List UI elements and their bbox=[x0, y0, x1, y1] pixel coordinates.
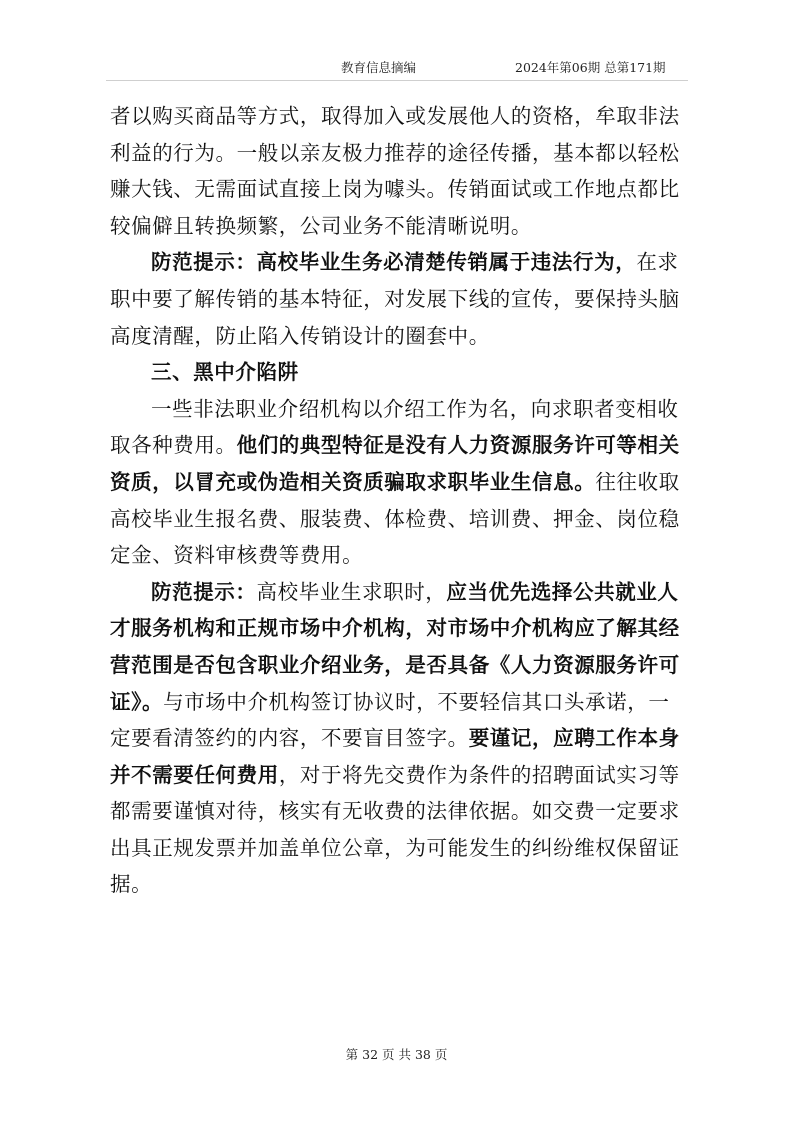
section-title bbox=[110, 354, 682, 391]
page-header bbox=[0, 58, 793, 78]
paragraph-agency-tip bbox=[110, 574, 682, 903]
paragraph-text: 一些非法职业介绍机构以介绍工作为名，向求职者变相收取各种费用。 bbox=[110, 396, 679, 458]
paragraph-text: 高校毕业生求职时， bbox=[256, 579, 447, 604]
bold-emphasis-text: 他们的典型特征是没有人力资源服务许可等相关资质，以冒充或伪造相关资质骗取求职毕业生信息。 bbox=[110, 433, 680, 494]
paragraph-text: 往往收取高校毕业生报名费、服装费、体检费、培训费、押金、岗位稳定金、资料审核费等费用。 bbox=[110, 469, 680, 568]
publication-name: 教育信息摘编 bbox=[341, 60, 417, 75]
paragraph-mlm-tip bbox=[110, 244, 682, 354]
bold-emphasis-text: 应当优先选择公共就业人才服务机构和正规市场中介机构，对市场中介机构应了解其经营范围是否包含职业介绍业务，是否具备《人力资源服务许可证》。 bbox=[110, 579, 680, 714]
issue-number: 2024年第06期 总第171期 bbox=[515, 60, 666, 75]
bold-tip-label: 防范提示： bbox=[151, 579, 257, 604]
paragraph-text: 在求职中要了解传销的基本特征，对发展下线的宣传，要保持头脑高度清醒，防止陷入传销设计的圈套中。 bbox=[110, 250, 680, 348]
section-heading: 三、黑中介陷阱 bbox=[151, 360, 299, 385]
page-number: 第 32 页 共 38 页 bbox=[345, 1047, 448, 1062]
paragraph-agency-description bbox=[110, 391, 682, 574]
header-divider bbox=[106, 80, 688, 81]
paragraph-text: ，对于将先交费作为条件的招聘面试实习等都需要谨慎对待，核实有无收费的法律依据。如交费一定要求出具正规发票并加盖单位公章，为可能发生的纠纷维权保留证据。 bbox=[110, 762, 680, 897]
paragraph-continuation bbox=[110, 98, 682, 244]
bold-emphasis-text: 要谨记，应聘工作本身并不需要任何费用 bbox=[110, 726, 680, 787]
document-body bbox=[110, 98, 682, 903]
bold-tip-text: 防范提示：高校毕业生务必清楚传销属于违法行为， bbox=[151, 250, 637, 275]
paragraph-text: 与市场中介机构签订协议时，不要轻信其口头承诺，一定要看清签约的内容，不要盲目签字。 bbox=[110, 689, 670, 751]
page-footer bbox=[0, 1045, 793, 1063]
paragraph-text: 者以购买商品等方式，取得加入或发展他人的资格，牟取非法利益的行为。一般以亲友极力推荐的途径传播，基本都以轻松赚大钱、无需面试直接上岗为噱头。传销面试或工作地点都比较偏僻且转换频繁，公司业务不能清晰说明。 bbox=[110, 104, 680, 238]
